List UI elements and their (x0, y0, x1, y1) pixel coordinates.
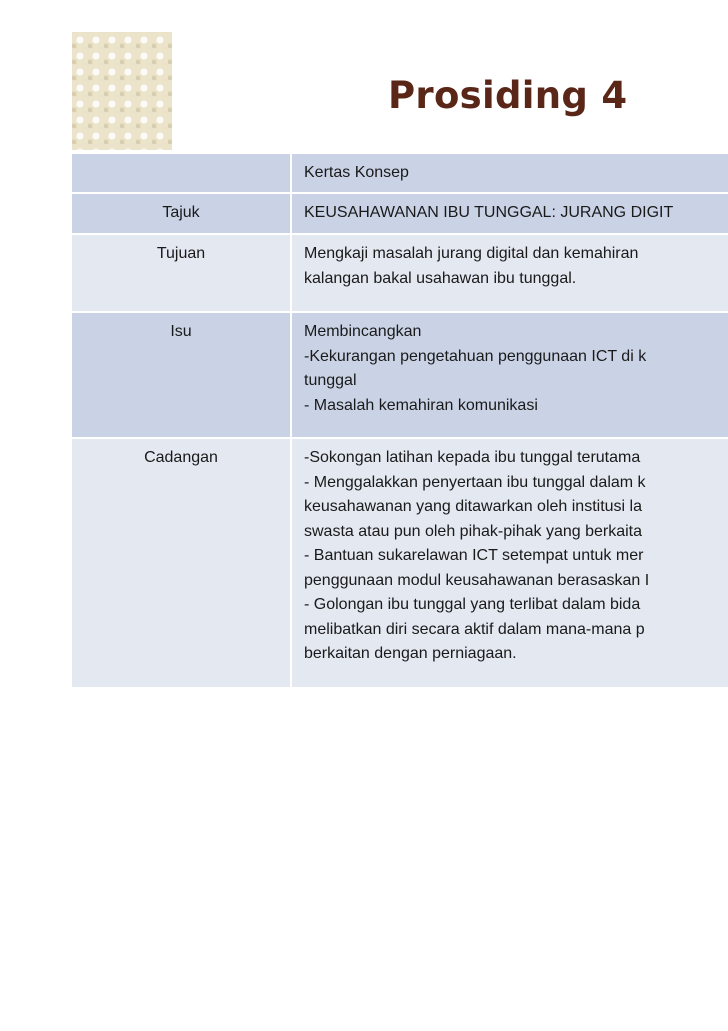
slide (72, 32, 728, 698)
row-value-isu (292, 313, 728, 437)
row-text-line: Kertas Konsep (304, 164, 409, 181)
row-text-line: penggunaan modul keusahawanan berasaskan I (304, 571, 650, 589)
table-row-tajuk (72, 194, 728, 235)
row-value-tujuan (292, 235, 728, 311)
row-label-tajuk: Tajuk (72, 194, 292, 233)
table-row-tujuan (72, 235, 728, 313)
corner-decoration (72, 32, 172, 150)
table-row-isu (72, 313, 728, 439)
row-value-cadangan (292, 439, 728, 687)
row-text-line: kalangan bakal usahawan ibu tunggal. (304, 269, 577, 287)
content-table (72, 152, 728, 689)
row-text-line: - Masalah kemahiran komunikasi (304, 396, 538, 414)
row-label-cadangan: Cadangan (72, 439, 292, 687)
row-text-line: swasta atau pun oleh pihak-pihak yang berkaita (304, 522, 642, 540)
row-text-line: keusahawanan yang ditawarkan oleh institusi la (304, 498, 642, 515)
row-text-line: berkaitan dengan perniagaan. (304, 645, 517, 662)
row-label-isu: Isu (72, 313, 292, 437)
row-text-line: Mengkaji masalah jurang digital dan kemahiran (304, 245, 639, 262)
row-text-line: -Sokongan latihan kepada ibu tunggal terutama (304, 449, 641, 466)
row-text-line: - Bantuan sukarelawan ICT setempat untuk mer (304, 547, 644, 564)
row-text-line: - Menggalakkan penyertaan ibu tunggal dalam k (304, 473, 646, 491)
table-row-header (72, 154, 728, 194)
slide-title: Prosiding 4 (388, 74, 628, 117)
row-text-line: Membincangkan (304, 323, 422, 340)
row-text-line: tunggal (304, 372, 357, 389)
row-value (292, 154, 728, 192)
row-value-tajuk (292, 194, 728, 233)
table-row-cadangan (72, 439, 728, 689)
row-label-tujuan: Tujuan (72, 235, 292, 311)
row-text-line: - Golongan ibu tunggal yang terlibat dalam bida (304, 596, 641, 613)
row-label (72, 154, 292, 192)
row-text-line: KEUSAHAWANAN IBU TUNGGAL: JURANG DIGIT (304, 204, 674, 221)
row-text-line: -Kekurangan pengetahuan penggunaan ICT di k (304, 347, 647, 365)
row-text-line: melibatkan diri secara aktif dalam mana-mana p (304, 620, 645, 638)
